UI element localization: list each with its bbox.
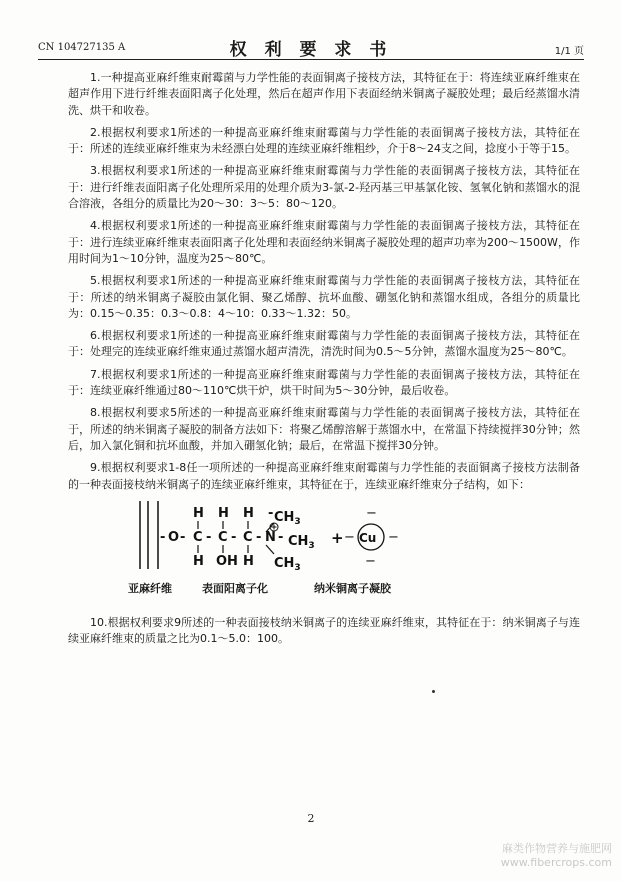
group-ch3: $CH_3$ <box>274 555 301 573</box>
bond-dash: - <box>180 529 186 545</box>
label-nano-copper-gel: 纳米铜离子凝胶 <box>314 581 391 595</box>
claims-body <box>68 70 580 653</box>
plus-sign: + <box>331 528 344 547</box>
atom-h: H <box>218 505 229 521</box>
page-header <box>38 32 584 62</box>
atom-h: H <box>243 553 254 569</box>
stray-mark <box>432 690 435 693</box>
cu-bottom-minus: − <box>365 553 376 569</box>
group-ch3: $CH_3$ <box>274 509 301 527</box>
bond-dash: - <box>160 529 166 545</box>
label-flax-fiber: 亚麻纤维 <box>128 581 172 595</box>
watermark-line-2: www.fibercrops.com <box>500 856 612 869</box>
atom-h: H <box>193 505 204 521</box>
atom-c: C <box>243 529 253 545</box>
claim-5: 5.根据权利要求1所述的一种提高亚麻纤维束耐霉菌与力学性能的表面铜离子接枝方法，其特征在于：所述的纳米铜离子凝胶由氯化铜、聚乙烯醇、抗坏血酸、硼氢化钠和蒸馏水组成，各组分的质量比为：0.15～0.35：0.3～0.8：4～10：0.33～1.32：50。 <box>68 274 580 320</box>
page-info: 1/1 页 <box>554 46 584 57</box>
claim-10: 10.根据权利要求9所述的一种表面接枝纳米铜离子的连续亚麻纤维束，其特征在于：纳米铜离子与连续亚麻纤维束的质量之比为0.1～5.0：100。 <box>68 615 580 646</box>
bond-line <box>266 545 274 554</box>
header-divider <box>38 59 584 60</box>
claim-7: 7.根据权利要求1所述的一种提高亚麻纤维束耐霉菌与力学性能的表面铜离子接枝方法，其特征在于：连续亚麻纤维通过80～110℃烘干炉，烘干时间为5～30分钟，最后收卷。 <box>68 367 580 398</box>
cu-right-minus: − <box>388 529 399 545</box>
cu-left-minus: − <box>344 529 355 545</box>
atom-n: N <box>265 529 276 545</box>
atom-c: C <box>193 529 203 545</box>
atom-h: H <box>193 553 204 569</box>
structure-diagram <box>68 499 580 639</box>
bond-dash: - <box>278 529 284 545</box>
claim-3: 3.根据权利要求1所述的一种提高亚麻纤维束耐霉菌与力学性能的表面铜离子接枝方法，其特征在于：进行纤维表面阳离子化处理所采用的处理介质为3-氯-2-羟丙基三甲基氯化铵、氢氧化钠和蒸馏水的混合溶液，各组分的质量比为20～30：3～5：80～120。 <box>68 164 580 211</box>
group-ch3: $CH_3$ <box>288 533 315 551</box>
molecular-structure-figure <box>68 499 580 639</box>
bond-dash: - <box>231 529 237 545</box>
group-oh: OH <box>216 553 238 569</box>
watermark-line-1: 麻类作物营养与施肥网 <box>502 842 612 855</box>
copper-symbol: Cu <box>359 530 377 545</box>
label-surface-cationization: 表面阳离子化 <box>202 581 268 595</box>
claim-8: 8.根据权利要求5所述的一种提高亚麻纤维束耐霉菌与力学性能的表面铜离子接枝方法，其特征在于，所述的纳米铜离子凝胶的制备方法如下：将聚乙烯醇溶解于蒸馏水中，在常温下持续搅拌30分钟；然后，加入氯化铜和抗坏血酸，并加入硼氢化钠；最后，在常温下搅拌30分钟。 <box>68 406 580 452</box>
atom-o: O <box>168 529 180 545</box>
claim-1: 1.一种提高亚麻纤维束耐霉菌与力学性能的表面铜离子接枝方法，其特征在于：将连续亚麻纤维束在超声作用下进行纤维表面阳离子化处理，然后在超声作用下表面经纳米铜离子凝胶处理；最后经蒸馏水清洗、烘干和收卷。 <box>68 71 580 117</box>
claim-6: 6.根据权利要求1所述的一种提高亚麻纤维束耐霉菌与力学性能的表面铜离子接枝方法，其特征在于：处理完的连续亚麻纤维束通过蒸馏水超声清洗，清洗时间为0.5～5分钟，蒸馏水温度为25～80℃。 <box>68 329 580 359</box>
bond-dash: - <box>268 505 274 521</box>
patent-number: CN 104727135 A <box>38 42 126 53</box>
document-title: 权 利 要 求 书 <box>229 40 393 60</box>
bond-dash: - <box>256 529 262 545</box>
bond-dash: - <box>206 529 212 545</box>
atom-h: H <box>243 505 254 521</box>
cu-top-minus: − <box>366 505 377 521</box>
claim-4: 4.根据权利要求1所述的一种提高亚麻纤维束耐霉菌与力学性能的表面铜离子接枝方法，其特征在于：进行连续亚麻纤维束表面阳离子化处理和表面经纳米铜离子凝胶处理的超声功率为200～1500W，作用时间为1～10分钟，温度为25～80℃。 <box>68 219 580 265</box>
atom-c: C <box>218 529 228 545</box>
claim-9: 9.根据权利要求1-8任一项所述的一种提高亚麻纤维束耐霉菌与力学性能的表面铜离子接枝方法制备的一种表面接枝纳米铜离子的连续亚麻纤维束，其特征在于，连续亚麻纤维束分子结构，如下： <box>68 461 580 491</box>
claim-2: 2.根据权利要求1所述的一种提高亚麻纤维束耐霉菌与力学性能的表面铜离子接枝方法，其特征在于：所述的连续亚麻纤维束为未经漂白处理的连续亚麻纤维粗纱，介于8～24支之间，捻度小于等于15。 <box>68 125 580 156</box>
watermark <box>501 842 612 870</box>
page-number: 2 <box>307 812 315 825</box>
